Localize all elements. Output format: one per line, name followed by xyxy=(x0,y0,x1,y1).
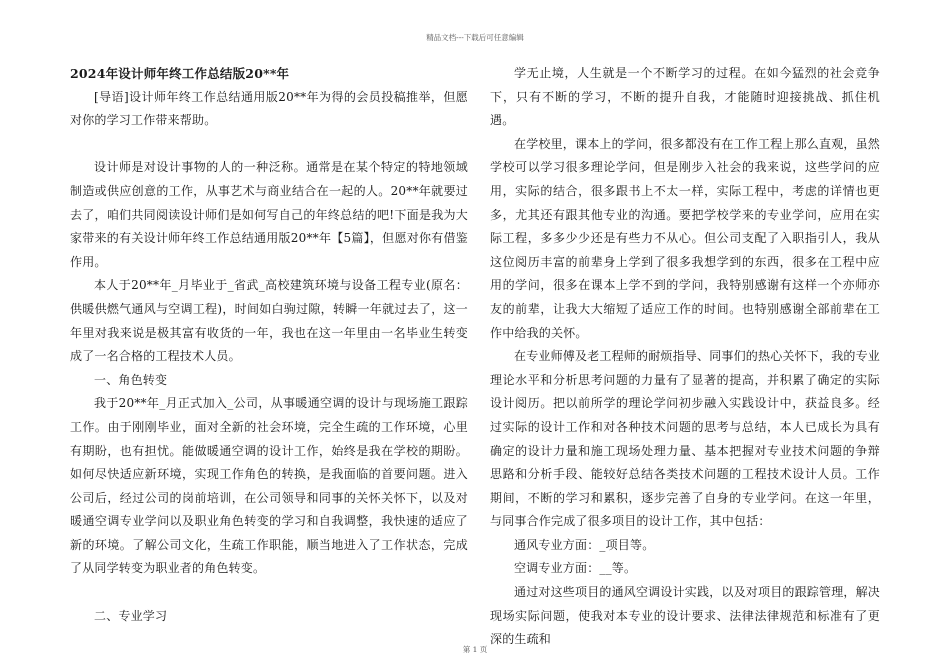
body-paragraph: 本人于20**年_月毕业于_省武_高校建筑环境与设备工程专业(原名：供暖供燃气通风与空调工程)，时间如白驹过隙，转瞬一年就过去了，这一年里对我来说是极其富有收货的一年，我也在这一年里由一名毕业生转变成了一名合格的工程技术人员。 xyxy=(70,278,468,364)
body-paragraph: 设计师是对设计事物的人的一种泛称。通常是在某个特定的特地领域制造或供应创意的工作，从事艺术与商业结合在一起的人。20**年就要过去了，咱们共同阅读设计师们是如何写自己的年终总结的吧!下面是我为大家带来的有关设计师年终工作总结通用版20**年【5篇】，但愿对你有借鉴作用。 xyxy=(70,160,468,269)
section-heading-role-change: 一、角色转变 xyxy=(94,372,168,387)
body-paragraph: 空调专业方面：__等。 xyxy=(514,561,637,576)
body-paragraph: 在学校里，课本上的学问，很多都没有在工作工程上那么直观，虽然学校可以学习很多理论学问，但是刚步入社会的我来说，这些学问的应用，实际的结合，很多跟书上不太一样，实际工程中，考虑的详情也更多，尤其还有跟其他专业的沟通。要把学校学来的专业学问，应用在实际工程，多多少少还是有些力不从心。但公司支配了入职指引人，我从这位阅历丰富的前辈身上学到了很多我想学到的东西，很多在工程中应用的学问，很多在课本上学不到的学问，我特别感谢有这样一个亦师亦友的前辈，让我大大缩短了适应工作的时间。也特别感谢全部前辈在工作中给我的关怀。 xyxy=(490,136,881,340)
left-column xyxy=(70,62,468,628)
document-title: 2024年设计师年终工作总结版20**年 xyxy=(70,66,290,81)
page-number: 第 1 页 xyxy=(462,645,488,654)
intro-paragraph: [导语]设计师年终工作总结通用版20**年为得的会员投稿推举，但愿对你的学习工作带来帮助。 xyxy=(70,89,468,128)
right-column xyxy=(490,62,880,652)
body-paragraph: 通风专业方面：_项目等。 xyxy=(514,537,655,552)
body-paragraph: 学无止境，人生就是一个不断学习的过程。在如今猛烈的社会竞争下，只有不断的学习，不断的提升自我，才能随时迎接挑战、抓住机遇。 xyxy=(490,66,880,128)
page-header: 精品文档---下载后可任意编辑 xyxy=(426,33,524,42)
body-paragraph: 我于20**年_月正式加入_公司，从事暖通空调的设计与现场施工跟踪工作。由于刚刚毕业，面对全新的社会环境，完全生疏的工作环境，心里有期盼，也有担忧。能做暖通空调的设计工作，始终是我在学校的期盼。如何尽快适应新环境，实现工作角色的转换，是我面临的首要问题。进入公司后，经过公司的岗前培训，在公司领导和同事的关怀关怀下，以及对暖通空调专业学问以及职业角色转变的学习和自我调整，我快速的适应了新的环境。了解公司文化，生疏工作职能，顺当地进入了工作状态，完成了从同学转变为职业者的角色转变。 xyxy=(70,396,468,576)
body-paragraph: 通过对这些项目的通风空调设计实践，以及对项目的跟踪管理，解决现场实际问题，使我对本专业的设计要求、法律法律规范和标准有了更深的生疏和 xyxy=(490,585,881,647)
paragraph-gap xyxy=(70,133,468,157)
paragraph-gap xyxy=(70,581,468,605)
body-paragraph: 在专业师傅及老工程师的耐烦指导、同事们的热心关怀下，我的专业理论水平和分析思考问题的力量有了显著的提高，并积累了确定的实际设计阅历。把以前所学的理论学问初步融入实践设计中，获益良多。经过实际的设计工作和对各种技术问题的思考与总结，本人已成长为具有确定的设计力量和施工现场处理力量、基本把握对专业技术问题的争辩思路和分析手段、能较好总结各类技术问题的工程技术设计人员。工作期间，不断的学习和累积，逐步完善了自身的专业学问。在这一年里，与同事合作完成了很多项目的设计工作，其中包括： xyxy=(490,349,881,529)
section-heading-professional-study: 二、专业学习 xyxy=(94,608,168,623)
